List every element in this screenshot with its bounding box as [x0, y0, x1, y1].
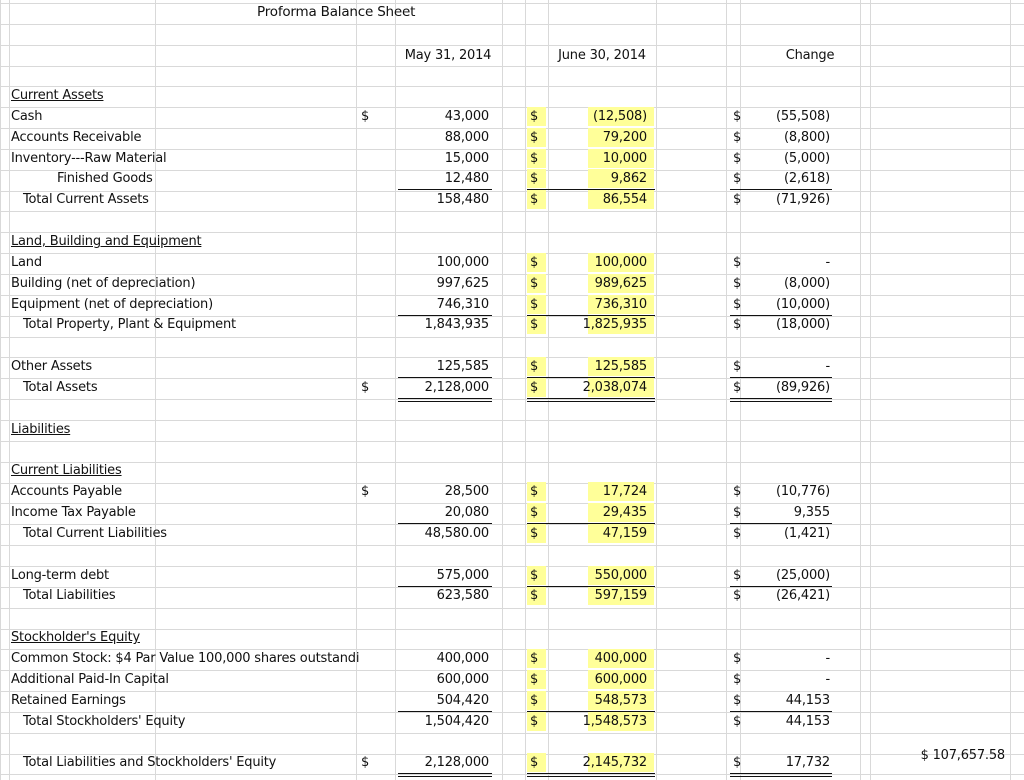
june-value[interactable]: 2,145,732 — [582, 755, 647, 770]
grid-line-vertical — [1010, 0, 1011, 780]
grid-line-horizontal — [0, 629, 1024, 630]
grid-line-horizontal — [0, 378, 1024, 379]
double-underline-rule — [527, 398, 655, 399]
change-value[interactable]: (2,618) — [784, 171, 830, 186]
change-value[interactable]: - — [825, 672, 830, 687]
june-value[interactable]: 400,000 — [594, 651, 647, 666]
grid-line-horizontal — [0, 295, 1024, 296]
grid-line-vertical — [502, 0, 503, 780]
june-value[interactable]: 548,573 — [594, 693, 647, 708]
double-underline-rule — [730, 398, 832, 399]
may-value[interactable]: 100,000 — [436, 255, 489, 270]
underline-rule — [730, 189, 832, 190]
june-dollar-sign[interactable]: $ — [530, 359, 539, 374]
grid-line-horizontal — [0, 524, 1024, 525]
grid-line-horizontal — [0, 128, 1024, 129]
grid-line-horizontal — [0, 420, 1024, 421]
may-value[interactable]: 1,843,935 — [424, 317, 489, 332]
underline-rule — [730, 523, 832, 524]
grid-line-vertical — [0, 0, 1, 780]
may-value[interactable]: 125,585 — [436, 359, 489, 374]
june-dollar-sign[interactable]: $ — [530, 276, 539, 291]
change-dollar-sign[interactable]: $ — [733, 359, 742, 374]
change-value[interactable]: - — [825, 359, 830, 374]
grid-line-horizontal — [0, 399, 1024, 400]
june-value[interactable]: 125,585 — [594, 359, 647, 374]
underline-rule — [527, 711, 655, 712]
june-value[interactable]: 600,000 — [594, 672, 647, 687]
may-value[interactable]: 400,000 — [436, 651, 489, 666]
change-value[interactable]: (10,000) — [775, 297, 830, 312]
change-dollar-sign[interactable]: $ — [733, 151, 742, 166]
may-value[interactable]: 623,580 — [436, 588, 489, 603]
grid-line-horizontal — [0, 462, 1024, 463]
june-value[interactable]: 736,310 — [594, 297, 647, 312]
change-dollar-sign[interactable]: $ — [733, 568, 742, 583]
double-underline-rule — [730, 776, 832, 777]
change-value[interactable]: (10,776) — [775, 484, 830, 499]
may-value[interactable]: 2,128,000 — [424, 755, 489, 770]
may-value[interactable]: 12,480 — [444, 171, 489, 186]
underline-rule — [398, 586, 492, 587]
underline-rule — [398, 523, 492, 524]
june-value[interactable]: 47,159 — [602, 526, 647, 541]
extra-total-cell[interactable]: $ 107,657.58 — [920, 748, 1005, 763]
june-dollar-sign[interactable]: $ — [530, 755, 539, 770]
grid-line-horizontal — [0, 357, 1024, 358]
underline-rule — [730, 711, 832, 712]
may-value[interactable]: 997,625 — [436, 276, 489, 291]
row-label[interactable]: Accounts Receivable — [11, 130, 142, 145]
row-label[interactable]: Current Assets — [11, 88, 104, 103]
header-june-30-2014[interactable]: June 30, 2014 — [558, 48, 646, 63]
grid-line-vertical — [860, 0, 861, 780]
grid-line-horizontal — [0, 733, 1024, 734]
grid-line-horizontal — [0, 149, 1024, 150]
june-value[interactable]: 17,724 — [602, 484, 647, 499]
grid-line-horizontal — [0, 608, 1024, 609]
underline-rule — [730, 315, 832, 316]
june-value[interactable]: 597,159 — [594, 588, 647, 603]
grid-line-horizontal — [0, 211, 1024, 212]
underline-rule — [398, 315, 492, 316]
grid-line-horizontal — [0, 3, 1024, 4]
june-dollar-sign[interactable]: $ — [530, 505, 539, 520]
june-dollar-sign[interactable]: $ — [530, 297, 539, 312]
june-dollar-sign[interactable]: $ — [530, 651, 539, 666]
row-label[interactable]: Additional Paid-In Capital — [11, 672, 169, 687]
grid-line-horizontal — [0, 649, 1024, 650]
change-value[interactable]: (5,000) — [784, 151, 830, 166]
grid-line-horizontal — [0, 66, 1024, 67]
june-dollar-sign[interactable]: $ — [530, 171, 539, 186]
underline-rule — [527, 189, 655, 190]
june-dollar-sign[interactable]: $ — [530, 130, 539, 145]
grid-line-vertical — [525, 0, 526, 780]
grid-line-horizontal — [0, 24, 1024, 25]
row-label[interactable]: Long-term debt — [11, 568, 109, 583]
change-value[interactable]: - — [825, 255, 830, 270]
double-underline-rule — [398, 776, 492, 777]
grid-line-horizontal — [0, 45, 1024, 46]
may-dollar-sign[interactable]: $ — [361, 109, 370, 124]
june-dollar-sign[interactable]: $ — [530, 693, 539, 708]
double-underline-rule — [527, 773, 655, 774]
grid-line-horizontal — [0, 712, 1024, 713]
grid-line-horizontal — [0, 191, 1024, 192]
underline-rule — [527, 377, 655, 378]
change-value[interactable]: 17,732 — [785, 755, 830, 770]
grid-line-horizontal — [0, 86, 1024, 87]
change-value[interactable]: (55,508) — [775, 109, 830, 124]
grid-line-vertical — [656, 0, 657, 780]
header-may-31-2014[interactable]: May 31, 2014 — [404, 48, 492, 63]
may-value[interactable]: 600,000 — [436, 672, 489, 687]
change-dollar-sign[interactable]: $ — [733, 693, 742, 708]
underline-rule — [730, 377, 832, 378]
change-value[interactable]: 44,153 — [785, 693, 830, 708]
row-label[interactable]: Retained Earnings — [11, 693, 126, 708]
june-dollar-sign[interactable]: $ — [530, 672, 539, 687]
change-dollar-sign[interactable]: $ — [733, 526, 742, 541]
change-dollar-sign[interactable]: $ — [733, 651, 742, 666]
row-label[interactable]: Building (net of depreciation) — [11, 276, 196, 291]
change-value[interactable]: (71,926) — [775, 192, 830, 207]
underline-rule — [398, 377, 492, 378]
june-dollar-sign[interactable]: $ — [530, 255, 539, 270]
june-value[interactable]: 1,825,935 — [582, 317, 647, 332]
underline-rule — [398, 711, 492, 712]
row-label[interactable]: Liabilities — [11, 422, 71, 437]
row-label[interactable]: Total Assets — [23, 380, 98, 395]
may-value[interactable]: 48,580.00 — [424, 526, 489, 541]
may-value[interactable]: 88,000 — [444, 130, 489, 145]
change-dollar-sign[interactable]: $ — [733, 505, 742, 520]
change-dollar-sign[interactable]: $ — [733, 755, 742, 770]
change-dollar-sign[interactable]: $ — [733, 109, 742, 124]
june-value[interactable]: 10,000 — [602, 151, 647, 166]
grid-line-horizontal — [0, 670, 1024, 671]
june-dollar-sign[interactable]: $ — [530, 317, 539, 332]
june-value[interactable]: 2,038,074 — [582, 380, 647, 395]
may-value[interactable]: 1,504,420 — [424, 714, 489, 729]
june-dollar-sign[interactable]: $ — [530, 568, 539, 583]
grid-line-horizontal — [0, 337, 1024, 338]
may-value[interactable]: 575,000 — [436, 568, 489, 583]
grid-line-horizontal — [0, 545, 1024, 546]
row-label[interactable]: Land, Building and Equipment — [11, 234, 202, 249]
row-label[interactable]: Stockholder's Equity — [11, 630, 140, 645]
change-dollar-sign[interactable]: $ — [733, 380, 742, 395]
grid-line-horizontal — [0, 441, 1024, 442]
row-label[interactable]: Other Assets — [11, 359, 92, 374]
grid-line-vertical — [870, 0, 871, 780]
double-underline-rule — [398, 773, 492, 774]
grid-line-vertical — [726, 0, 727, 780]
row-label[interactable]: Total Current Assets — [23, 192, 149, 207]
change-dollar-sign[interactable]: $ — [733, 484, 742, 499]
june-dollar-sign[interactable]: $ — [530, 526, 539, 541]
grid-line-horizontal — [0, 483, 1024, 484]
june-value[interactable]: 86,554 — [602, 192, 647, 207]
change-value[interactable]: (8,000) — [784, 276, 830, 291]
double-underline-rule — [527, 776, 655, 777]
change-dollar-sign[interactable]: $ — [733, 317, 742, 332]
may-dollar-sign[interactable]: $ — [361, 380, 370, 395]
double-underline-rule — [730, 401, 832, 402]
may-value[interactable]: 43,000 — [444, 109, 489, 124]
row-label[interactable]: Land — [11, 255, 42, 270]
sheet-title[interactable]: Proforma Balance Sheet — [257, 4, 416, 20]
change-value[interactable]: (25,000) — [775, 568, 830, 583]
underline-rule — [527, 523, 655, 524]
change-dollar-sign[interactable]: $ — [733, 588, 742, 603]
grid-line-horizontal — [0, 107, 1024, 108]
change-dollar-sign[interactable]: $ — [733, 297, 742, 312]
underline-rule — [527, 586, 655, 587]
grid-line-horizontal — [0, 774, 1024, 775]
grid-line-vertical — [548, 0, 549, 780]
june-value[interactable]: 29,435 — [602, 505, 647, 520]
june-value[interactable]: 9,862 — [610, 171, 647, 186]
june-dollar-sign[interactable]: $ — [530, 714, 539, 729]
grid-line-horizontal — [0, 253, 1024, 254]
row-label[interactable]: Total Liabilities and Stockholders' Equity — [23, 755, 277, 770]
grid-line-horizontal — [0, 691, 1024, 692]
may-dollar-sign[interactable]: $ — [361, 755, 370, 770]
underline-rule — [398, 189, 492, 190]
double-underline-rule — [730, 773, 832, 774]
change-value[interactable]: 44,153 — [785, 714, 830, 729]
change-dollar-sign[interactable]: $ — [733, 171, 742, 186]
row-label[interactable]: Common Stock: $4 Par Value 100,000 shares outstandi — [11, 651, 360, 666]
change-dollar-sign[interactable]: $ — [733, 672, 742, 687]
change-dollar-sign[interactable]: $ — [733, 714, 742, 729]
double-underline-rule — [398, 401, 492, 402]
may-value[interactable]: 28,500 — [444, 484, 489, 499]
row-label[interactable]: Income Tax Payable — [11, 505, 136, 520]
june-dollar-sign[interactable]: $ — [530, 484, 539, 499]
row-label[interactable]: Total Stockholders' Equity — [23, 714, 186, 729]
may-value[interactable]: 746,310 — [436, 297, 489, 312]
underline-rule — [730, 586, 832, 587]
double-underline-rule — [527, 401, 655, 402]
june-value[interactable]: 1,548,573 — [582, 714, 647, 729]
change-dollar-sign[interactable]: $ — [733, 192, 742, 207]
double-underline-rule — [398, 398, 492, 399]
row-label[interactable]: Current Liabilities — [11, 463, 122, 478]
june-dollar-sign[interactable]: $ — [530, 192, 539, 207]
grid-line-vertical — [395, 0, 396, 780]
grid-line-horizontal — [0, 566, 1024, 567]
row-label[interactable]: Accounts Payable — [11, 484, 122, 499]
may-value[interactable]: 15,000 — [444, 151, 489, 166]
june-value[interactable]: 989,625 — [594, 276, 647, 291]
row-label[interactable]: Total Property, Plant & Equipment — [23, 317, 236, 332]
may-value[interactable]: 158,480 — [436, 192, 489, 207]
grid-line-vertical — [9, 0, 10, 780]
grid-line-horizontal — [0, 587, 1024, 588]
change-value[interactable]: - — [825, 651, 830, 666]
change-dollar-sign[interactable]: $ — [733, 130, 742, 145]
may-value[interactable]: 2,128,000 — [424, 380, 489, 395]
change-value[interactable]: (8,800) — [784, 130, 830, 145]
june-value[interactable]: (12,508) — [592, 109, 647, 124]
change-value[interactable]: (18,000) — [775, 317, 830, 332]
change-value[interactable]: (89,926) — [775, 380, 830, 395]
june-value[interactable]: 100,000 — [594, 255, 647, 270]
grid-line-horizontal — [0, 170, 1024, 171]
change-dollar-sign[interactable]: $ — [733, 255, 742, 270]
june-dollar-sign[interactable]: $ — [530, 588, 539, 603]
header-change[interactable]: Change — [785, 48, 835, 63]
row-label[interactable]: Inventory---Raw Material — [11, 151, 167, 166]
may-value[interactable]: 504,420 — [436, 693, 489, 708]
may-value[interactable]: 20,080 — [444, 505, 489, 520]
change-dollar-sign[interactable]: $ — [733, 276, 742, 291]
grid-line-horizontal — [0, 274, 1024, 275]
june-dollar-sign[interactable]: $ — [530, 380, 539, 395]
june-dollar-sign[interactable]: $ — [530, 151, 539, 166]
grid-line-horizontal — [0, 503, 1024, 504]
may-dollar-sign[interactable]: $ — [361, 484, 370, 499]
row-label[interactable]: Total Liabilities — [23, 588, 116, 603]
row-label[interactable]: Cash — [11, 109, 43, 124]
june-dollar-sign[interactable]: $ — [530, 109, 539, 124]
change-value[interactable]: (1,421) — [784, 526, 830, 541]
change-value[interactable]: (26,421) — [775, 588, 830, 603]
change-value[interactable]: 9,355 — [793, 505, 830, 520]
row-label[interactable]: Finished Goods — [57, 171, 153, 186]
row-label[interactable]: Total Current Liabilities — [23, 526, 167, 541]
row-label[interactable]: Equipment (net of depreciation) — [11, 297, 213, 312]
grid-line-horizontal — [0, 232, 1024, 233]
underline-rule — [527, 315, 655, 316]
june-value[interactable]: 79,200 — [602, 130, 647, 145]
june-value[interactable]: 550,000 — [594, 568, 647, 583]
